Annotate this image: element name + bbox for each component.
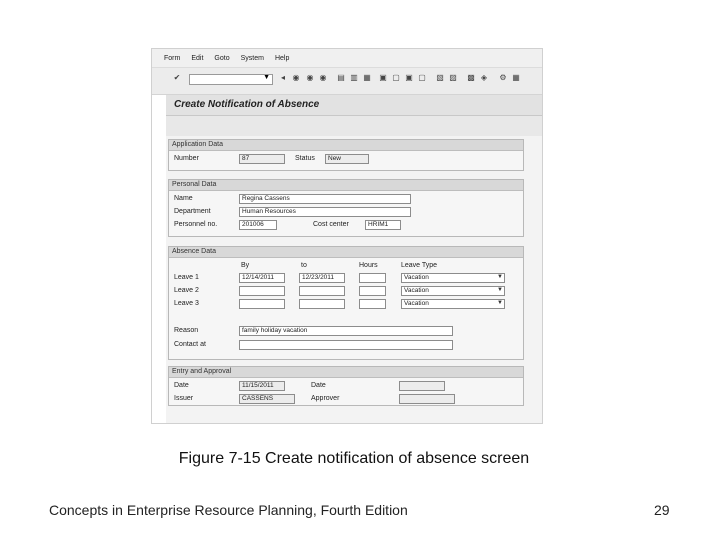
chevron-down-icon: ▼ bbox=[497, 274, 503, 280]
print-icon[interactable]: ▤ bbox=[337, 73, 345, 82]
reason-label: Reason bbox=[174, 327, 199, 334]
personal-data-group bbox=[168, 179, 524, 237]
first-page-icon[interactable]: ▣ bbox=[379, 73, 387, 82]
prev-page-icon[interactable]: ▢ bbox=[392, 73, 400, 82]
leave-3-type-select[interactable] bbox=[401, 299, 505, 309]
leave-2-label: Leave 2 bbox=[174, 287, 199, 294]
status-label: Status bbox=[295, 155, 315, 162]
issuer-field: CASSENS bbox=[239, 394, 295, 404]
leave-1-type-select[interactable] bbox=[401, 273, 505, 283]
reason-field[interactable]: family holiday vacation bbox=[239, 326, 453, 336]
cancel-icon[interactable]: ◉ bbox=[319, 73, 327, 82]
contact-label: Contact at bbox=[174, 341, 206, 348]
group-header: Application Data bbox=[169, 140, 523, 151]
leave-2-type-value: Vacation bbox=[404, 287, 429, 294]
approval-date-label: Date bbox=[311, 382, 326, 389]
last-page-icon[interactable]: ▢ bbox=[418, 73, 426, 82]
absence-data-group bbox=[168, 246, 524, 360]
cost-center-field[interactable]: HRIM1 bbox=[365, 220, 401, 230]
page-number: 29 bbox=[654, 502, 670, 518]
leave-2-hours-field[interactable] bbox=[359, 286, 386, 296]
leave-3-label: Leave 3 bbox=[174, 300, 199, 307]
enter-icon[interactable]: ✔ bbox=[173, 73, 181, 82]
customize-icon[interactable]: ▦ bbox=[512, 73, 520, 82]
contact-field[interactable] bbox=[239, 340, 453, 350]
leave-1-to-field[interactable]: 12/23/2011 bbox=[299, 273, 345, 283]
left-margin bbox=[152, 95, 166, 424]
shortcut-icon[interactable]: ▨ bbox=[449, 73, 457, 82]
toolbar bbox=[152, 68, 542, 95]
department-label: Department bbox=[174, 208, 211, 215]
hours-column-header: Hours bbox=[359, 262, 378, 269]
next-page-icon[interactable]: ▣ bbox=[405, 73, 413, 82]
title-bar bbox=[166, 95, 543, 116]
menu-system[interactable]: System bbox=[240, 54, 264, 62]
leave-3-to-field[interactable] bbox=[299, 299, 345, 309]
application-data-group bbox=[168, 139, 524, 171]
settings-icon[interactable]: ⚙ bbox=[499, 73, 507, 82]
chevron-down-icon: ▼ bbox=[497, 287, 503, 293]
leave-3-hours-field[interactable] bbox=[359, 299, 386, 309]
number-label: Number bbox=[174, 155, 199, 162]
footer-text: Concepts in Enterprise Resource Planning, Fourth Edition bbox=[49, 502, 408, 518]
leave-type-column-header: Leave Type bbox=[401, 262, 438, 269]
entry-date-field: 11/15/2011 bbox=[239, 381, 285, 391]
sap-screenshot bbox=[151, 48, 543, 424]
new-session-icon[interactable]: ▧ bbox=[436, 73, 444, 82]
group-header: Absence Data bbox=[169, 247, 523, 258]
entry-date-label: Date bbox=[174, 382, 189, 389]
menu-form[interactable]: Form bbox=[164, 54, 181, 62]
group-header: Entry and Approval bbox=[169, 367, 523, 378]
chevron-down-icon: ▼ bbox=[263, 74, 270, 81]
department-field[interactable]: Human Resources bbox=[239, 207, 411, 217]
leave-1-type-value: Vacation bbox=[404, 274, 429, 281]
application-toolbar bbox=[166, 116, 543, 136]
group-header: Personal Data bbox=[169, 180, 523, 191]
find-icon[interactable]: ▥ bbox=[350, 73, 358, 82]
approval-date-field[interactable] bbox=[399, 381, 445, 391]
menu-bar bbox=[152, 49, 542, 68]
command-field[interactable] bbox=[189, 74, 273, 85]
menu-edit[interactable]: Edit bbox=[191, 54, 204, 62]
by-column-header: By bbox=[241, 262, 250, 269]
exit-icon[interactable]: ◉ bbox=[306, 73, 314, 82]
leave-1-hours-field[interactable] bbox=[359, 273, 386, 283]
name-label: Name bbox=[174, 195, 193, 202]
menu-help[interactable]: Help bbox=[274, 54, 290, 62]
figure-caption bbox=[0, 450, 720, 468]
leave-2-type-select[interactable] bbox=[401, 286, 505, 296]
name-field[interactable]: Regina Cassens bbox=[239, 194, 411, 204]
layout-icon[interactable]: ▩ bbox=[467, 73, 475, 82]
help-icon[interactable]: ◈ bbox=[480, 73, 488, 82]
leave-2-to-field[interactable] bbox=[299, 286, 345, 296]
to-column-header: to bbox=[301, 262, 307, 269]
issuer-label: Issuer bbox=[174, 395, 194, 402]
leave-1-from-field[interactable]: 12/14/2011 bbox=[239, 273, 285, 283]
number-field: 87 bbox=[239, 154, 285, 164]
save-icon[interactable]: ◂ bbox=[280, 73, 285, 82]
menu-goto[interactable]: Goto bbox=[214, 54, 230, 62]
leave-1-label: Leave 1 bbox=[174, 274, 199, 281]
figure-caption-text: Figure 7-15 Create notification of absence screen bbox=[178, 450, 530, 467]
leave-2-from-field[interactable] bbox=[239, 286, 285, 296]
back-icon[interactable]: ◉ bbox=[292, 73, 300, 82]
leave-3-type-value: Vacation bbox=[404, 300, 429, 307]
approver-label: Approver bbox=[311, 395, 340, 402]
screen-title: Create Notification of Absence bbox=[174, 99, 320, 110]
status-field: New bbox=[325, 154, 369, 164]
chevron-down-icon: ▼ bbox=[497, 300, 503, 306]
entry-approval-group bbox=[168, 366, 524, 406]
find-next-icon[interactable]: ▦ bbox=[363, 73, 371, 82]
leave-3-from-field[interactable] bbox=[239, 299, 285, 309]
cost-center-label: Cost center bbox=[313, 221, 349, 228]
personnel-label: Personnel no. bbox=[174, 221, 218, 228]
personnel-field[interactable]: 201006 bbox=[239, 220, 277, 230]
approver-field[interactable] bbox=[399, 394, 455, 404]
